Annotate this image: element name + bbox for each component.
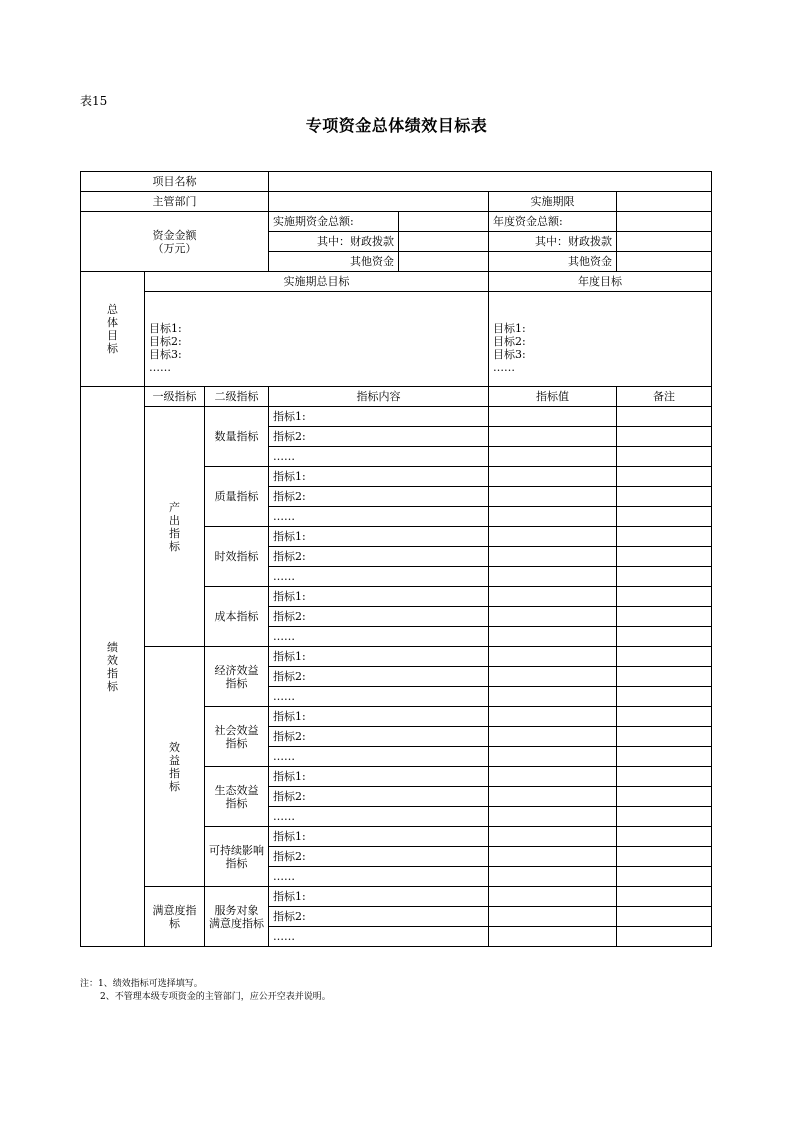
period-goal-more: …… [149,361,171,374]
l2-indicator-label: 成本指标 [205,587,269,647]
indicator-remark-cell[interactable] [617,887,712,907]
indicator-remark-cell[interactable] [617,527,712,547]
period-goal-1: 目标1: [149,322,182,335]
indicator-remark-cell[interactable] [617,807,712,827]
indicator-content-cell[interactable]: 指标2: [269,787,489,807]
indicator-content-cell[interactable]: …… [269,507,489,527]
indicator-value-cell[interactable] [489,587,617,607]
year-other-value[interactable] [617,252,712,272]
indicator-remark-cell[interactable] [617,447,712,467]
indicator-value-cell[interactable] [489,467,617,487]
period-total-value[interactable] [399,212,489,232]
indicator-value-cell[interactable] [489,607,617,627]
period-value[interactable] [617,192,712,212]
indicator-content-cell[interactable]: 指标1: [269,647,489,667]
annual-goal-content[interactable] [489,292,712,387]
annual-goal-header: 年度目标 [489,272,712,292]
indicator-content-cell[interactable]: 指标2: [269,667,489,687]
indicator-value-cell[interactable] [489,787,617,807]
period-other-label: 其他资金 [269,252,399,272]
annual-goal-2: 目标2: [493,335,526,348]
year-fiscal-value[interactable] [617,232,712,252]
performance-target-table [80,171,712,947]
indicator-content-cell[interactable]: …… [269,927,489,947]
indicator-content-cell[interactable]: …… [269,867,489,887]
table-row [81,647,712,667]
indicator-value-cell[interactable] [489,827,617,847]
indicator-content-cell[interactable]: …… [269,567,489,587]
indicator-content-cell[interactable]: …… [269,747,489,767]
indicator-remark-cell[interactable] [617,787,712,807]
period-total-label: 实施期资金总额: [269,212,399,232]
indicator-remark-cell[interactable] [617,587,712,607]
indicator-value-cell[interactable] [489,447,617,467]
indicator-content-cell[interactable]: 指标2: [269,427,489,447]
indicator-content-cell[interactable]: 指标1: [269,887,489,907]
l2-indicator-label: 质量指标 [205,467,269,527]
indicator-value-cell[interactable] [489,647,617,667]
dept-label: 主管部门 [81,192,269,212]
table-row [81,887,712,907]
note-2: 2、不管理本级专项资金的主管部门，应公开空表并说明。 [100,992,331,1002]
indicator-content-cell[interactable]: …… [269,627,489,647]
period-goal-header: 实施期总目标 [145,272,489,292]
indicator-content-cell[interactable]: 指标2: [269,607,489,627]
funds-unit-text: （万元） [152,241,197,255]
indicator-value-cell[interactable] [489,707,617,727]
period-goal-3: 目标3: [149,348,182,361]
indicator-content-cell[interactable]: 指标1: [269,707,489,727]
indicator-value-cell[interactable] [489,807,617,827]
l2-indicator-label: 经济效益 指标 [205,647,269,707]
l1-indicator-label: 产 出 指 标 [145,407,205,647]
indicator-remark-cell[interactable] [617,907,712,927]
col-l1-header: 一级指标 [145,387,205,407]
period-goal-content[interactable] [145,292,489,387]
indicator-remark-cell[interactable] [617,487,712,507]
indicator-remark-cell[interactable] [617,507,712,527]
indicator-remark-cell[interactable] [617,647,712,667]
indicator-value-cell[interactable] [489,887,617,907]
note-1: 注：1、绩效指标可选择填写。 [80,979,203,989]
indicator-value-cell[interactable] [489,407,617,427]
l2-indicator-label: 数量指标 [205,407,269,467]
indicator-value-cell[interactable] [489,727,617,747]
document-title: 专项资金总体绩效目标表 [305,116,488,135]
dept-value[interactable] [269,192,489,212]
indicator-remark-cell[interactable] [617,427,712,447]
indicator-content-cell[interactable]: 指标1: [269,587,489,607]
l2-indicator-label: 可持续影响 指标 [205,827,269,887]
indicator-remark-cell[interactable] [617,467,712,487]
funds-label-text: 资金金额 [152,228,197,242]
l2-indicator-label: 生态效益 指标 [205,767,269,827]
project-name-value[interactable] [269,172,712,192]
indicator-value-cell[interactable] [489,487,617,507]
indicator-content-cell[interactable]: …… [269,447,489,467]
footnotes [80,978,331,1004]
period-other-value[interactable] [399,252,489,272]
indicator-value-cell[interactable] [489,507,617,527]
indicator-content-cell[interactable]: 指标2: [269,847,489,867]
col-remark-header: 备注 [617,387,712,407]
indicator-remark-cell[interactable] [617,547,712,567]
indicator-content-cell[interactable]: …… [269,807,489,827]
indicator-content-cell[interactable]: 指标2: [269,727,489,747]
indicator-remark-cell[interactable] [617,867,712,887]
indicator-remark-cell[interactable] [617,727,712,747]
indicator-value-cell[interactable] [489,927,617,947]
indicator-content-cell[interactable]: 指标1: [269,467,489,487]
indicator-content-cell[interactable]: 指标1: [269,407,489,427]
annual-goal-more: …… [493,361,516,374]
year-total-value[interactable] [617,212,712,232]
indicator-remark-cell[interactable] [617,627,712,647]
indicator-value-cell[interactable] [489,767,617,787]
period-label: 实施期限 [489,192,617,212]
indicator-value-cell[interactable] [489,627,617,647]
period-goal-2: 目标2: [149,335,182,348]
indicator-remark-cell[interactable] [617,707,712,727]
col-l2-header: 二级指标 [205,387,269,407]
funds-label [81,212,269,272]
indicator-content-cell[interactable]: 指标1: [269,827,489,847]
indicator-value-cell[interactable] [489,847,617,867]
indicator-remark-cell[interactable] [617,407,712,427]
period-fiscal-label: 其中：财政拨款 [269,232,399,252]
indicator-content-cell[interactable]: 指标2: [269,487,489,507]
l2-indicator-label: 社会效益 指标 [205,707,269,767]
table-number: 表15 [80,94,108,108]
year-fiscal-label: 其中：财政拨款 [489,232,617,252]
indicator-content-cell[interactable]: 指标1: [269,767,489,787]
period-fiscal-value[interactable] [399,232,489,252]
col-content-header: 指标内容 [269,387,489,407]
year-other-label: 其他资金 [489,252,617,272]
l2-indicator-label: 时效指标 [205,527,269,587]
l1-indicator-label: 效 益 指 标 [145,647,205,887]
indicator-content-cell[interactable]: 指标2: [269,547,489,567]
indicator-value-cell[interactable] [489,747,617,767]
col-value-header: 指标值 [489,387,617,407]
l2-indicator-label: 服务对象 满意度指标 [205,887,269,947]
indicator-content-cell[interactable]: 指标1: [269,527,489,547]
indicator-remark-cell[interactable] [617,667,712,687]
indicator-remark-cell[interactable] [617,927,712,947]
indicator-remark-cell[interactable] [617,847,712,867]
indicator-remark-cell[interactable] [617,687,712,707]
perf-index-label: 绩 效 指 标 [81,387,145,947]
project-name-label: 项目名称 [81,172,269,192]
indicator-remark-cell[interactable] [617,607,712,627]
indicator-value-cell[interactable] [489,567,617,587]
year-total-label: 年度资金总额: [489,212,617,232]
indicator-value-cell[interactable] [489,427,617,447]
indicator-value-cell[interactable] [489,687,617,707]
indicator-value-cell[interactable] [489,667,617,687]
annual-goal-3: 目标3: [493,348,526,361]
indicator-content-cell[interactable]: …… [269,687,489,707]
indicator-remark-cell[interactable] [617,747,712,767]
indicator-value-cell[interactable] [489,527,617,547]
annual-goal-1: 目标1: [493,322,526,335]
indicator-remark-cell[interactable] [617,767,712,787]
indicator-value-cell[interactable] [489,867,617,887]
overall-goal-label: 总 体 目 标 [81,272,145,387]
indicator-content-cell[interactable]: 指标2: [269,907,489,927]
table-row [81,407,712,427]
indicator-remark-cell[interactable] [617,827,712,847]
l1-indicator-label: 满意度指标 [145,887,205,947]
indicator-remark-cell[interactable] [617,567,712,587]
indicator-value-cell[interactable] [489,547,617,567]
indicator-value-cell[interactable] [489,907,617,927]
